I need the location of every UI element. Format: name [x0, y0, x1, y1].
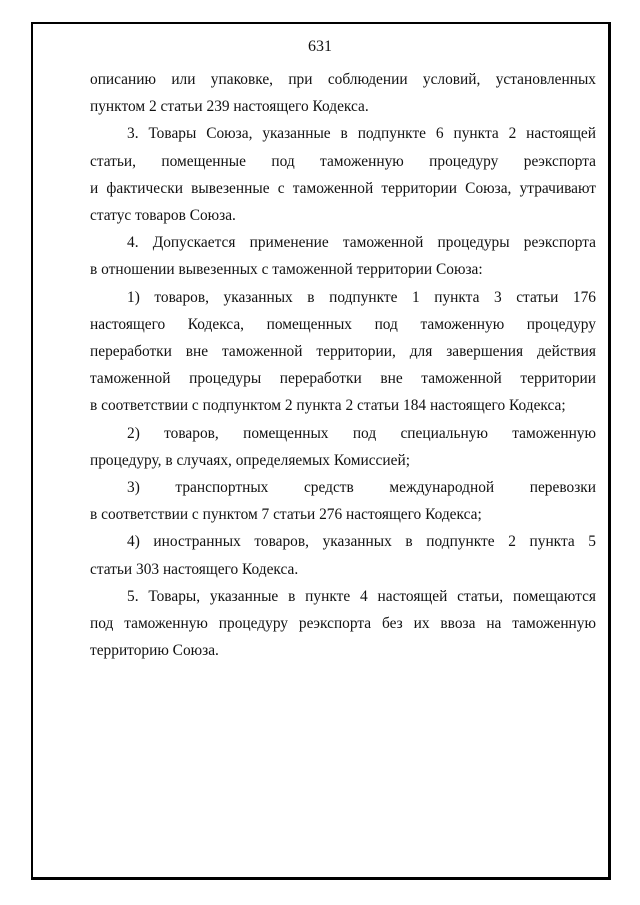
- text-line: статьи, помещенные под таможенную процедуру реэкспорта: [90, 152, 596, 170]
- text-line: описанию или упаковке, при соблюдении условий, установленных: [90, 71, 596, 88]
- text-line: 4) иностранных товаров, указанных в подпункте 2 пункта 5: [127, 533, 596, 551]
- document-body: [90, 66, 596, 664]
- paragraph-continuation: [90, 66, 596, 120]
- text-line: в соответствии с подпунктом 2 пункта 2 статьи 184 настоящего Кодекса;: [90, 397, 566, 415]
- text-line: таможенной процедуры переработки вне таможенной территории: [90, 370, 596, 388]
- paragraph-item-3: [90, 120, 596, 229]
- paragraph-item-5: [90, 583, 596, 665]
- paragraph-subitem-2: [90, 420, 596, 474]
- text-line: статьи 303 настоящего Кодекса.: [90, 560, 299, 578]
- text-line: пунктом 2 статьи 239 настоящего Кодекса.: [90, 98, 369, 116]
- text-line: 4. Допускается применение таможенной процедуры реэкспорта: [127, 234, 596, 252]
- paragraph-subitem-4: [90, 528, 596, 582]
- text-line: настоящего Кодекса, помещенных под таможенную процедуру: [90, 315, 596, 333]
- text-line: 1) товаров, указанных в подпункте 1 пункта 3 статьи 176: [127, 288, 596, 306]
- text-line: в отношении вывезенных с таможенной территории Союза:: [90, 261, 483, 279]
- paragraph-item-4: [90, 229, 596, 283]
- text-line: 5. Товары, указанные в пункте 4 настоящей статьи, помещаются: [127, 587, 596, 605]
- text-line: процедуру, в случаях, определяемых Комиссией;: [90, 451, 410, 469]
- text-line: под таможенную процедуру реэкспорта без их ввоза на таможенную: [90, 615, 596, 633]
- paragraph-subitem-1: [90, 284, 596, 420]
- text-line: переработки вне таможенной территории, для завершения действия: [90, 343, 596, 361]
- text-line: и фактически вывезенные с таможенной территории Союза, утрачивают: [90, 179, 596, 197]
- text-line: территорию Союза.: [90, 642, 219, 660]
- text-line: статус товаров Союза.: [90, 207, 236, 225]
- text-line: в соответствии с пунктом 7 статьи 276 настоящего Кодекса;: [90, 506, 482, 524]
- text-line: 2) товаров, помещенных под специальную таможенную: [127, 424, 596, 442]
- page-number: 631: [308, 38, 332, 55]
- paragraph-subitem-3: [90, 474, 596, 528]
- text-line: 3) транспортных средств международной перевозки: [127, 479, 596, 497]
- text-line: 3. Товары Союза, указанные в подпункте 6 пункта 2 настоящей: [127, 125, 596, 143]
